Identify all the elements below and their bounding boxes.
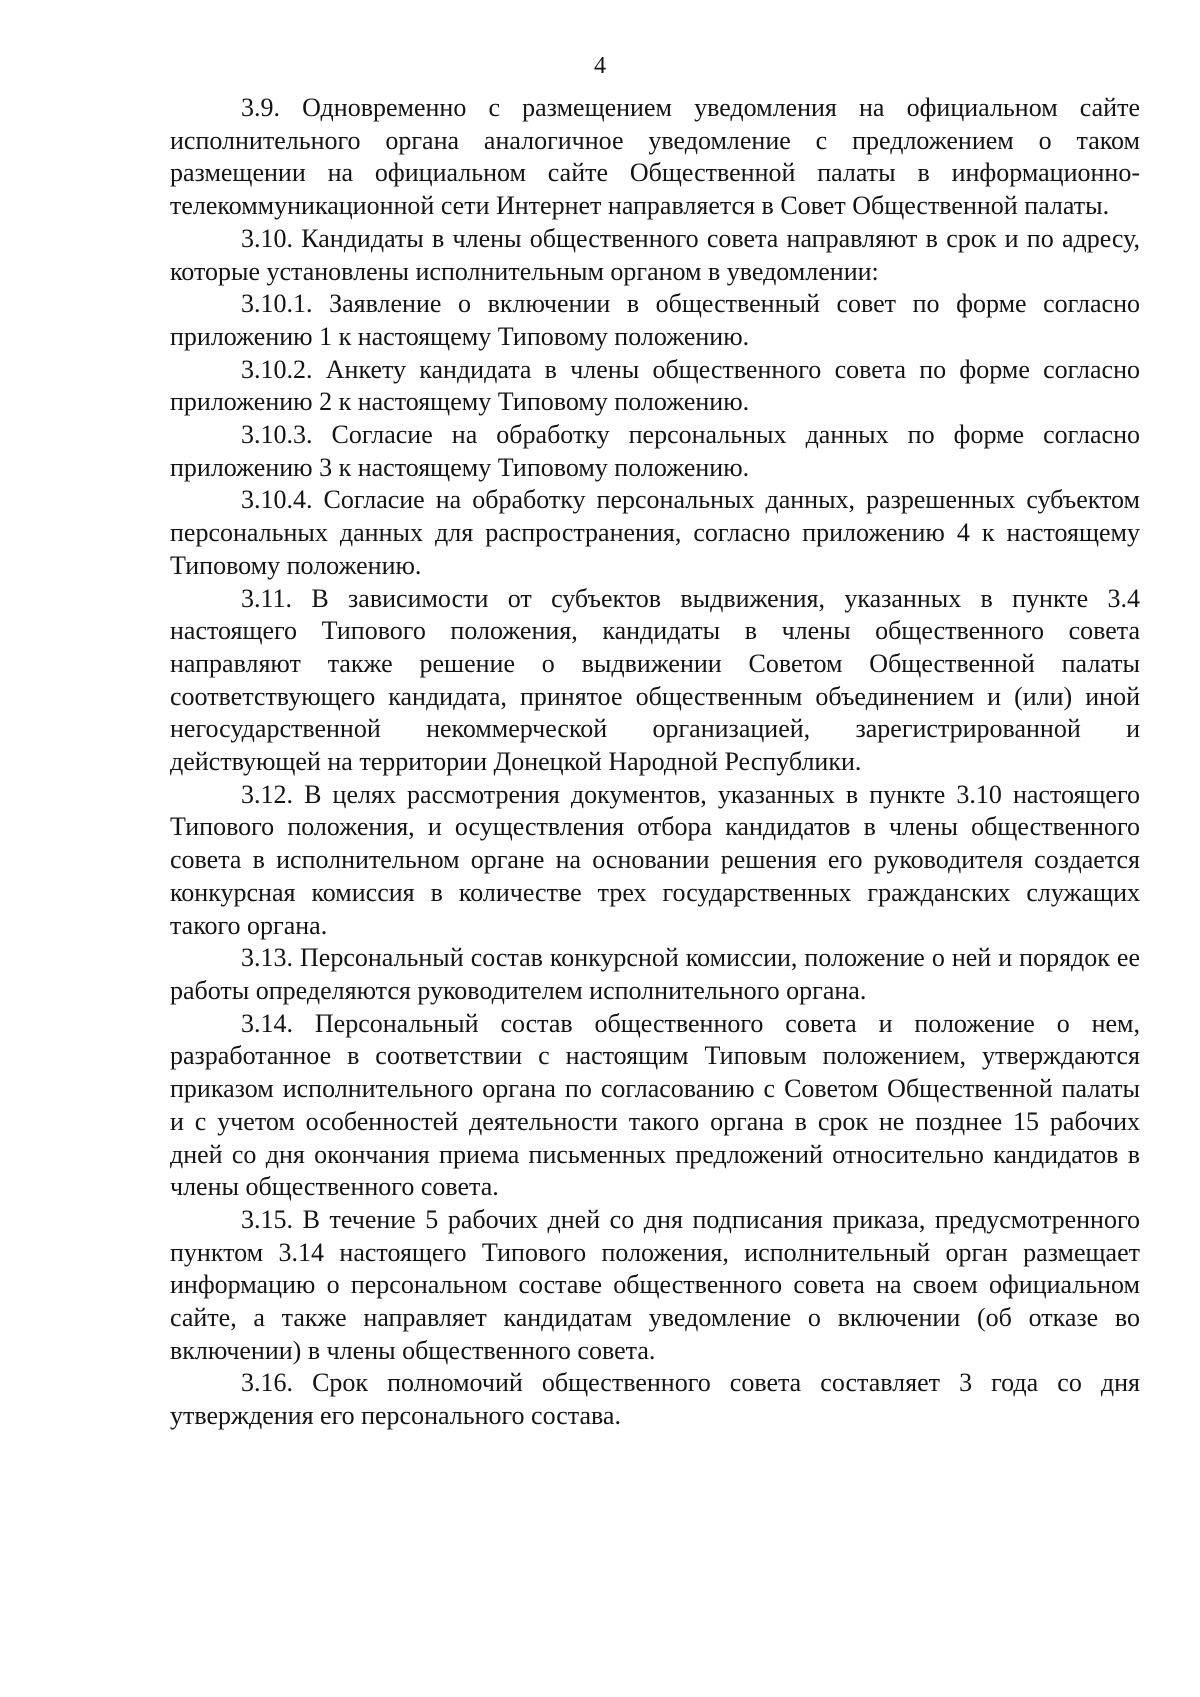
document-body	[170, 92, 1140, 1433]
paragraph-3-15: 3.15. В течение 5 рабочих дней со дня подписания приказа, предусмотренного пунктом 3.14 настоящего Типового положения, исполнительный орган размещает информацию о персональном составе общественного совета на своем официальном сайте, а также направляет кандидатам уведомление о включении (об отказе во включении) в члены общественного совета.	[170, 1204, 1140, 1365]
paragraph-3-10-2: 3.10.2. Анкету кандидата в члены общественного совета по форме согласно приложению 2 к настоящему Типовому положению.	[170, 354, 1140, 417]
paragraph-3-10-4: 3.10.4. Согласие на обработку персональных данных, разрешенных субъектом персональных данных для распространения, согласно приложению 4 к настоящему Типовому положению.	[170, 485, 1140, 580]
paragraph-3-11: 3.11. В зависимости от субъектов выдвижения, указанных в пункте 3.4 настоящего Типового положения, кандидаты в члены общественного совета направляют также решение о выдвижении Советом Общественной палаты соответствующего кандидата, принятое общественным объединением и (или) иной негосударственной некоммерческой организацией, зарегистрированной и действующей на территории Донецкой Народной Республики.	[170, 583, 1140, 777]
paragraph-3-16: 3.16. Срок полномочий общественного совета составляет 3 года со дня утверждения его персонального состава.	[170, 1368, 1140, 1431]
paragraph-3-10-1: 3.10.1. Заявление о включении в общественный совет по форме согласно приложению 1 к настоящему Типовому положению.	[170, 289, 1140, 351]
paragraph-3-9: 3.9. Одновременно с размещением уведомления на официальном сайте исполнительного органа аналогичное уведомление с предложением о таком размещении на официальном сайте Общественной палаты в информационно-телекоммуникационной сети Интернет направляется в Совет Общественной палаты.	[170, 93, 1140, 221]
paragraph-3-10-3: 3.10.3. Согласие на обработку персональных данных по форме согласно приложению 3 к настоящему Типовому положению.	[170, 420, 1140, 482]
paragraph-3-13: 3.13. Персональный состав конкурсной комиссии, положение о ней и порядок ее работы определяются руководителем исполнительного органа.	[170, 943, 1140, 1005]
paragraph-3-10: 3.10. Кандидаты в члены общественного совета направляют в срок и по адресу, которые установлены исполнительным органом в уведомлении:	[170, 223, 1140, 286]
paragraph-3-12: 3.12. В целях рассмотрения документов, указанных в пункте 3.10 настоящего Типового положения, и осуществления отбора кандидатов в члены общественного совета в исполнительном органе на основании решения его руководителя создается конкурсная комиссия в количестве трех государственных гражданских служащих такого органа.	[170, 779, 1140, 940]
page-number: 4	[594, 53, 606, 79]
paragraph-3-14: 3.14. Персональный состав общественного совета и положение о нем, разработанное в соответствии с настоящим Типовым положением, утверждаются приказом исполнительного органа по согласованию с Советом Общественной палаты и с учетом особенностей деятельности такого органа в срок не позднее 15 рабочих дней со дня окончания приема письменных предложений относительно кандидатов в члены общественного совета.	[170, 1008, 1140, 1202]
